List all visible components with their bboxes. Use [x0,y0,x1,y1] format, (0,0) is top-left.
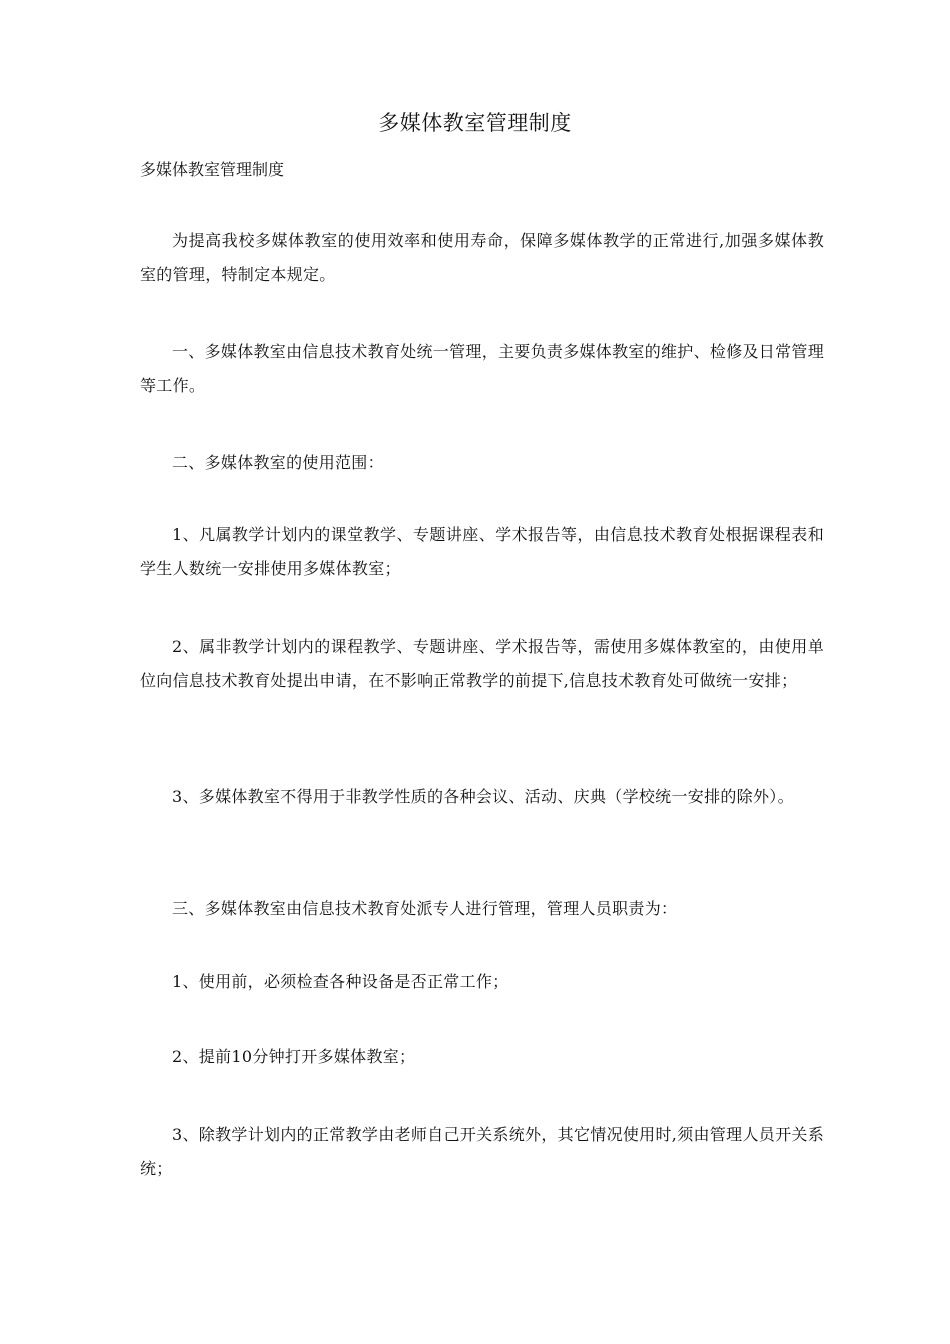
paragraph-section-3-item-1: 1、使用前，必须检查各种设备是否正常工作； [172,972,509,991]
document-subtitle: 多媒体教室管理制度 [140,160,285,179]
paragraph-section-3-item-2: 2、提前10分钟打开多媒体教室； [172,1047,416,1066]
document-title: 多媒体教室管理制度 [378,111,572,135]
paragraph-section-2-item-3: 3、多媒体教室不得用于非教学性质的各种会议、活动、庆典（学校统一安排的除外）。 [172,787,794,806]
paragraph-section-3-item-3: 3、除教学计划内的正常教学由老师自己开关系统外，其它情况使用时,须由管理人员开关系统； [140,1125,824,1178]
paragraph-section-2-item-1: 1、凡属教学计划内的课堂教学、专题讲座、学术报告等，由信息技术教育处根据课程表和学生人数统一安排使用多媒体教室； [140,525,824,578]
paragraph-intro: 为提高我校多媒体教室的使用效率和使用寿命，保障多媒体教学的正常进行,加强多媒体教室的管理，特制定本规定。 [140,231,824,284]
paragraph-section-1: 一、多媒体教室由信息技术教育处统一管理，主要负责多媒体教室的维护、检修及日常管理等工作。 [140,342,825,395]
paragraph-section-2-heading: 二、多媒体教室的使用范围： [172,453,384,472]
paragraph-section-3-heading: 三、多媒体教室由信息技术教育处派专人进行管理，管理人员职责为： [172,899,678,918]
paragraph-section-2-item-2: 2、属非教学计划内的课程教学、专题讲座、学术报告等，需使用多媒体教室的，由使用单位向信息技术教育处提出申请，在不影响正常教学的前提下,信息技术教育处可做统一安排； [140,637,824,690]
